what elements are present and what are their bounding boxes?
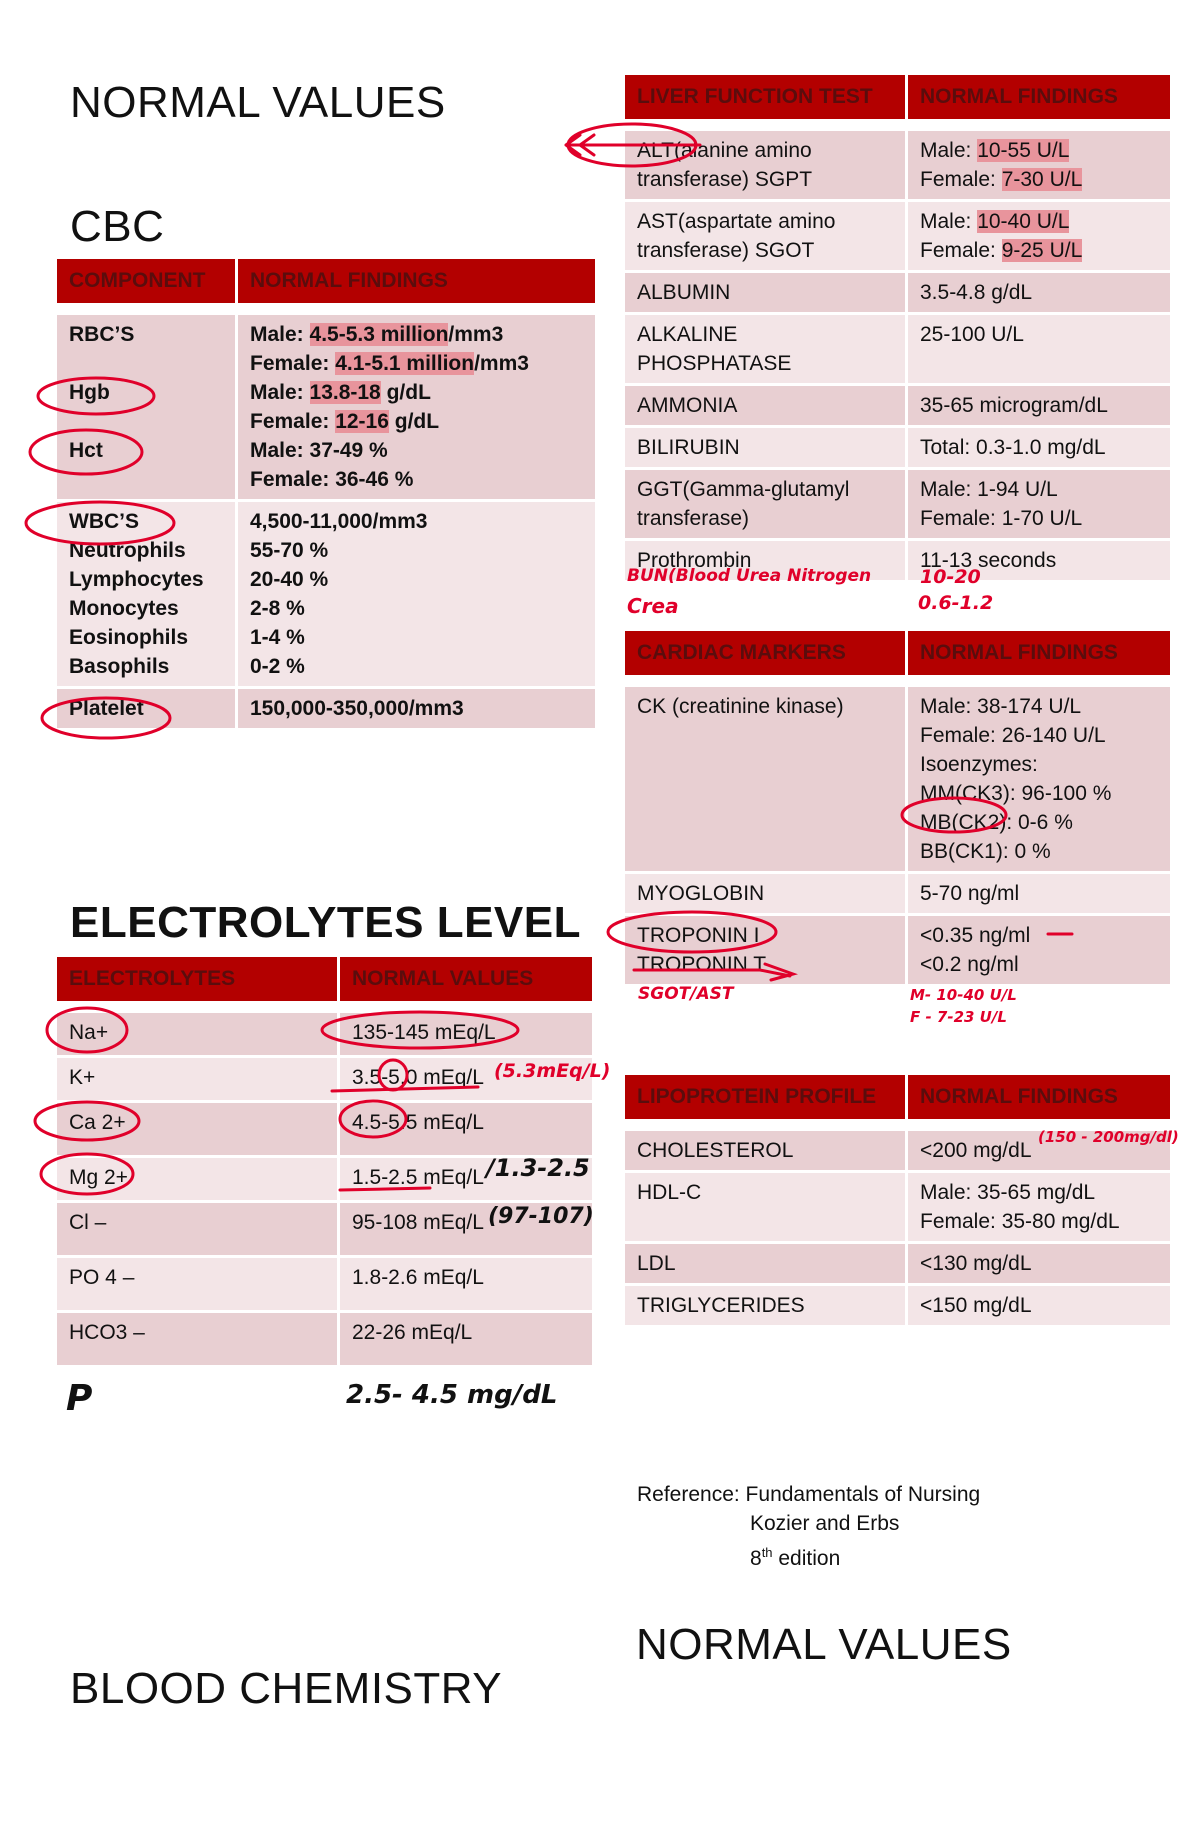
highlight: 13.8-18	[309, 381, 381, 404]
marker-label: MYOGLOBIN	[625, 874, 905, 913]
column-header: LIVER FUNCTION TEST	[625, 75, 905, 119]
table-row	[57, 689, 595, 728]
liver-function-table	[625, 72, 1170, 583]
test-value: 11-13 seconds	[905, 541, 1170, 580]
handwritten-mg-note: /1.3-2.5	[486, 1154, 590, 1182]
table-row	[57, 1258, 592, 1310]
rbc-label: RBC’S	[69, 323, 135, 346]
hct-label: Hct	[69, 439, 103, 462]
handwritten-sgot-male: M- 10-40 U/L	[910, 986, 1017, 1004]
hgb-female-value: Female: 12-16 g/dL	[250, 410, 440, 433]
handwritten-bun-value: 10-20	[920, 566, 981, 588]
table-row	[625, 315, 1170, 383]
table-row	[625, 131, 1170, 199]
lipid-label: CHOLESTEROL	[625, 1131, 905, 1170]
wbc-label: WBC’S	[69, 510, 139, 533]
rbc-female-value: Female: 4.1-5.1 million/mm3	[250, 352, 529, 375]
column-header: NORMAL FINDINGS	[235, 259, 595, 303]
highlight: 10-40 U/L	[977, 210, 1070, 233]
test-label: ALBUMIN	[625, 273, 905, 312]
column-header: NORMAL FINDINGS	[905, 631, 1170, 675]
table-row	[625, 687, 1170, 871]
lipid-label: LDL	[625, 1244, 905, 1283]
column-header: NORMAL FINDINGS	[905, 1075, 1170, 1119]
cardiac-markers-table	[625, 628, 1170, 987]
test-label: AMMONIA	[625, 386, 905, 425]
test-label: ALKALINE PHOSPHATASE	[625, 315, 905, 383]
table-row	[57, 315, 595, 499]
highlight: 10-55 U/L	[977, 139, 1070, 162]
electrolyte-label: K+	[57, 1058, 337, 1100]
hgb-label: Hgb	[69, 381, 110, 404]
table-row	[625, 1173, 1170, 1241]
finding-cell	[235, 315, 595, 499]
handwritten-sgot: SGOT/AST	[638, 984, 734, 1004]
electrolyte-label: HCO3 –	[57, 1313, 337, 1365]
table-row	[625, 386, 1170, 425]
electrolyte-label: Ca 2+	[57, 1103, 337, 1155]
lipid-value: <130 mg/dL	[905, 1244, 1170, 1283]
handwritten-cholesterol-note: (150 - 200mg/dl)	[1038, 1128, 1179, 1146]
table-header-row	[57, 259, 595, 303]
hct-male-value: Male: 37-49 %	[250, 439, 388, 462]
column-header: NORMAL FINDINGS	[905, 75, 1170, 119]
test-value: 35-65 microgram/dL	[905, 386, 1170, 425]
table-row	[625, 1286, 1170, 1325]
basophils-value: 0-2 %	[250, 655, 305, 678]
component-cell	[57, 502, 235, 686]
column-header: NORMAL VALUES	[337, 957, 592, 1001]
table-row	[625, 428, 1170, 467]
test-value: Total: 0.3-1.0 mg/dL	[905, 428, 1170, 467]
marker-value: Male: 38-174 U/L Female: 26-140 U/L Isoenzymes: MM(CK3): 96-100 % MB(CK2): 0-6 % BB(CK1): 0 %	[905, 687, 1170, 871]
test-label: BILIRUBIN	[625, 428, 905, 467]
cbc-table	[57, 256, 595, 731]
table-row	[625, 470, 1170, 538]
reference-line-1: Reference: Fundamentals of Nursing	[637, 1483, 981, 1506]
normal-values-bottom-heading: NORMAL VALUES	[636, 1620, 1012, 1669]
electrolyte-value: 1.5-2.5 mEq/L	[337, 1158, 592, 1200]
electrolyte-value: 22-26 mEq/L	[337, 1313, 592, 1365]
test-label: Prothrombin	[625, 541, 905, 580]
handwritten-sgot-female: F - 7-23 U/L	[910, 1008, 1007, 1026]
column-header: CARDIAC MARKERS	[625, 631, 905, 675]
handwritten-cl-note: (97-107)	[488, 1204, 594, 1229]
test-label: AST(aspartate amino transferase) SGOT	[625, 202, 905, 270]
electrolyte-value: 4.5-5.5 mEq/L	[337, 1103, 592, 1155]
handwritten-p-label: P	[66, 1378, 93, 1419]
table-header-row	[57, 957, 592, 1001]
finding-cell	[235, 502, 595, 686]
electrolyte-value: 1.8-2.6 mEq/L	[337, 1258, 592, 1310]
test-value: 25-100 U/L	[905, 315, 1170, 383]
table-row	[57, 1313, 592, 1365]
lymphocytes-value: 20-40 %	[250, 568, 329, 591]
column-header: ELECTROLYTES	[57, 957, 337, 1001]
monocytes-value: 2-8 %	[250, 597, 305, 620]
test-label: ALT(alanine amino transferase) SGPT	[625, 131, 905, 199]
lipid-value: <200 mg/dL	[905, 1131, 1170, 1170]
electrolyte-label: Na+	[57, 1013, 337, 1055]
lipid-value: <150 mg/dL	[905, 1286, 1170, 1325]
rbc-male-value: Male: 4.5-5.3 million/mm3	[250, 323, 504, 346]
table-header-row	[625, 1075, 1170, 1119]
table-row	[57, 502, 595, 686]
handwritten-crea-value: 0.6-1.2	[918, 592, 994, 614]
table-row	[57, 1013, 592, 1055]
page-title: NORMAL VALUES	[70, 78, 446, 127]
electrolyte-label: PO 4 –	[57, 1258, 337, 1310]
lipid-label: HDL-C	[625, 1173, 905, 1241]
reference-note	[637, 1480, 980, 1573]
table-row	[57, 1103, 592, 1155]
marker-label: CK (creatinine kinase)	[625, 687, 905, 871]
test-value: Male: 1-94 U/L Female: 1-70 U/L	[905, 470, 1170, 538]
highlight: 9-25 U/L	[1001, 239, 1083, 262]
hct-female-value: Female: 36-46 %	[250, 468, 414, 491]
test-value: Male: 10-40 U/L Female: 9-25 U/L	[905, 202, 1170, 270]
electrolyte-value: 95-108 mEq/L	[337, 1203, 592, 1255]
component-cell	[57, 315, 235, 499]
lipoprotein-table	[625, 1072, 1170, 1328]
table-row	[625, 273, 1170, 312]
column-header: COMPONENT	[57, 259, 235, 303]
table-row	[625, 916, 1170, 984]
electrolytes-heading: ELECTROLYTES LEVEL	[70, 898, 582, 947]
neutrophils-value: 55-70 %	[250, 539, 329, 562]
table-header-row	[625, 631, 1170, 675]
wbc-value: 4,500-11,000/mm3	[250, 510, 428, 533]
lipid-value: Male: 35-65 mg/dL Female: 35-80 mg/dL	[905, 1173, 1170, 1241]
reference-line-3: 8th edition	[750, 1545, 841, 1570]
highlight: 4.5-5.3 million	[309, 323, 449, 346]
lymphocytes-label: Lymphocytes	[69, 568, 204, 591]
electrolyte-label: Cl –	[57, 1203, 337, 1255]
monocytes-label: Monocytes	[69, 597, 179, 620]
platelet-value: 150,000-350,000/mm3	[235, 689, 595, 728]
neutrophils-label: Neutrophils	[69, 539, 186, 562]
table-row	[625, 874, 1170, 913]
lipid-label: TRIGLYCERIDES	[625, 1286, 905, 1325]
hgb-male-value: Male: 13.8-18 g/dL	[250, 381, 431, 404]
electrolyte-value: 3.5-5.0 mEq/L	[337, 1058, 592, 1100]
marker-value: 5-70 ng/ml	[905, 874, 1170, 913]
eosinophils-value: 1-4 %	[250, 626, 305, 649]
table-header-row	[625, 75, 1170, 119]
test-label: GGT(Gamma-glutamyl transferase)	[625, 470, 905, 538]
highlight: 12-16	[335, 410, 389, 433]
handwritten-bun: BUN(Blood Urea Nitrogen	[627, 566, 872, 586]
handwritten-k-note: (5.3mEq/L)	[494, 1060, 611, 1082]
electrolyte-label: Mg 2+	[57, 1158, 337, 1200]
cbc-heading: CBC	[70, 202, 165, 251]
table-row	[625, 1244, 1170, 1283]
handwritten-crea: Crea	[627, 594, 679, 618]
column-header: LIPOPROTEIN PROFILE	[625, 1075, 905, 1119]
marker-label: TROPONIN I TROPONIN T	[625, 916, 905, 984]
highlight: 4.1-5.1 million	[335, 352, 475, 375]
test-value: Male: 10-55 U/L Female: 7-30 U/L	[905, 131, 1170, 199]
eosinophils-label: Eosinophils	[69, 626, 189, 649]
basophils-label: Basophils	[69, 655, 170, 678]
handwritten-p-value: 2.5- 4.5 mg/dL	[346, 1380, 558, 1410]
platelet-label: Platelet	[57, 689, 235, 728]
electrolyte-value: 135-145 mEq/L	[337, 1013, 592, 1055]
test-value: 3.5-4.8 g/dL	[905, 273, 1170, 312]
marker-value: <0.35 ng/ml <0.2 ng/ml	[905, 916, 1170, 984]
reference-line-2: Kozier and Erbs	[750, 1512, 900, 1535]
table-row	[625, 202, 1170, 270]
highlight: 7-30 U/L	[1001, 168, 1083, 191]
blood-chemistry-heading: BLOOD CHEMISTRY	[70, 1664, 503, 1713]
